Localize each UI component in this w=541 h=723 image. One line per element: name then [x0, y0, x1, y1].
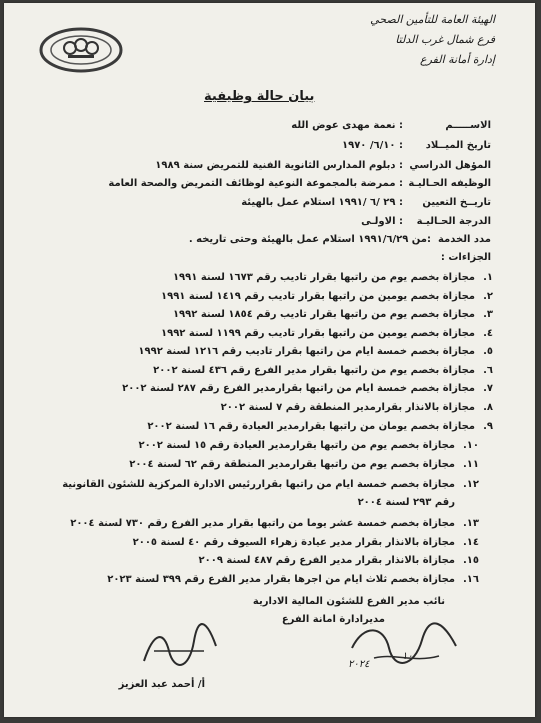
list-item-number: ٣.	[483, 309, 493, 320]
list-item-number: ١٥.	[462, 555, 479, 566]
list-item-text: مجازاة بخصم يوم من راتبها بقرار مدير الفرع رقم ٤٣٦ لسنة ٢٠٠٢	[153, 365, 475, 376]
field-value-birthdate: : ٦/١٠/ ١٩٧٠	[341, 140, 403, 151]
list-item-number: ٩.	[483, 421, 493, 432]
list-item-text: مجازاة بخصم يومين من راتبها بقرار تاديب رقم ١٤١٩ لسنة ١٩٩١	[161, 291, 475, 302]
list-item-text: مجازاة بخصم يومين من راتبها بقرار تاديب رقم ١١٩٩ لسنة ١٩٩٢	[161, 328, 475, 339]
handwritten-date: ٢٠٢٤	[348, 659, 370, 670]
signatory-title: نائب مدير الفرع للشئون المالية الادارية	[252, 596, 445, 607]
list-item-text: مجازاة بخصم خمسة عشر يوما من راتبها بقرار مدير الفرع رقم ٧٣٠ لسنة ٢٠٠٤	[70, 518, 455, 529]
list-item-number: ١١.	[462, 459, 479, 470]
field-label-appointment: تاريــخ التعيين	[422, 197, 491, 208]
field-label-service: مدد الخدمة	[437, 234, 491, 245]
list-item-number: ١.	[483, 272, 493, 283]
field-value-appointment: : ٢٩ /٦ /١٩٩١ استلام عمل بالهيئة	[241, 197, 403, 208]
list-item-number: ٤.	[483, 328, 493, 339]
list-item-number: ١٢.	[462, 479, 479, 490]
list-item-text: مجازاة بخصم يوم من راتبها بقرارمدير المنطقة رقم ٦٢ لسنة ٢٠٠٤	[129, 459, 455, 470]
header-org: الهيئة العامة للتأمين الصحي	[370, 13, 495, 26]
document-page	[4, 3, 535, 717]
list-item-number: ١٣.	[462, 518, 479, 529]
list-item-text: مجازاة بخصم يوم من راتبها بقرار تاديب رقم ١٦٧٣ لسنة ١٩٩١	[172, 272, 475, 283]
header-department: إدارة أمانة الفرع	[420, 53, 495, 66]
field-value-name: : نعمة مهدى عوض الله	[291, 120, 403, 131]
list-item-number: ٨.	[483, 402, 493, 413]
signatory-department: مديرادارة امانة الفرع	[281, 614, 385, 625]
field-label-birthdate: تاريخ الميــلاد	[425, 140, 491, 151]
field-value-qualification: : دبلوم المدارس الثانوية الفنية للتمريض سنة ١٩٨٩	[155, 160, 403, 171]
list-item-text: مجازاة بالانذار بقرارمدير المنطقة رقم ٧ لسنة ٢٠٠٢	[220, 402, 475, 413]
list-item-text: مجازاة بالانذار بقرار مدير الفرع رقم ٤٨٧ لسنة ٢٠٠٩	[198, 555, 455, 566]
list-item-number: ١٦.	[462, 574, 479, 585]
field-label-qualification: المؤهل الدراسي	[409, 160, 491, 171]
list-item-text: مجازاة بخصم خمسة ايام من راتبها بقراررئيس الادارة المركزية للشئون القانونية	[62, 479, 455, 490]
list-item-text: مجازاة بخصم يومان من راتبها بقرارمدير العيادة رقم ١٦ لسنة ٢٠٠٢	[147, 421, 475, 432]
handwritten-mark: ١٠	[402, 651, 413, 662]
signature-scribble-icon	[134, 621, 224, 676]
penalties-heading: الجزاءات :	[440, 252, 491, 263]
header-branch: فرع شمال غرب الدلتا	[395, 33, 495, 46]
list-item-number: ٢.	[483, 291, 493, 302]
field-label-name: الاســـــم	[445, 120, 491, 131]
field-label-grade: الدرجة الحـاليـة	[416, 216, 491, 227]
field-value-job: : ممرضة بالمجموعة النوعية لوظائف التمريض والصحة العامة	[108, 178, 403, 189]
list-item-number: ٥.	[483, 346, 493, 357]
field-value-grade: : الاولـى	[361, 216, 403, 227]
list-item-text: مجازاة بخصم خمسة ايام من راتبها بقرار تاديب رقم ١٢١٦ لسنة ١٩٩٢	[138, 346, 475, 357]
list-item-number: ١٠.	[462, 440, 479, 451]
list-item-text: مجازاة بالانذار بقرار مدير عيادة زهراء السيوف رقم ٤٠ لسنة ٢٠٠٥	[132, 537, 455, 548]
list-item-text: مجازاة بخصم ثلاث ايام من اجرها بقرار مدير الفرع رقم ٣٩٩ لسنة ٢٠٢٣	[107, 574, 455, 585]
list-item-text-continued: رقم ٢٩٣ لسنة ٢٠٠٤	[357, 497, 455, 508]
health-insurance-logo-icon	[38, 25, 124, 75]
page-title: بيان حالة وظيفية	[204, 89, 315, 104]
list-item-text: مجازاة بخصم يوم من راتبها بقرار تاديب رقم ١٨٥٤ لسنة ١٩٩٢	[172, 309, 475, 320]
list-item-number: ١٤.	[462, 537, 479, 548]
list-item-number: ٦.	[483, 365, 493, 376]
list-item-text: مجازاة بخصم يوم من راتبها بقرارمدير العيادة رقم ١٥ لسنة ٢٠٠٢	[138, 440, 455, 451]
signatory-name: أ/ أحمد عبد العزيز	[118, 679, 205, 690]
field-value-service: :من ١٩٩١/٦/٢٩ استلام عمل بالهيئة وحتى تاريخه .	[188, 234, 431, 245]
list-item-number: ٧.	[483, 383, 493, 394]
field-label-job: الوظيفه الحـاليـة	[408, 178, 491, 189]
list-item-text: مجازاة بخصم خمسة ايام من راتبها بقرارمدير الفرع رقم ٢٨٧ لسنة ٢٠٠٢	[122, 383, 475, 394]
